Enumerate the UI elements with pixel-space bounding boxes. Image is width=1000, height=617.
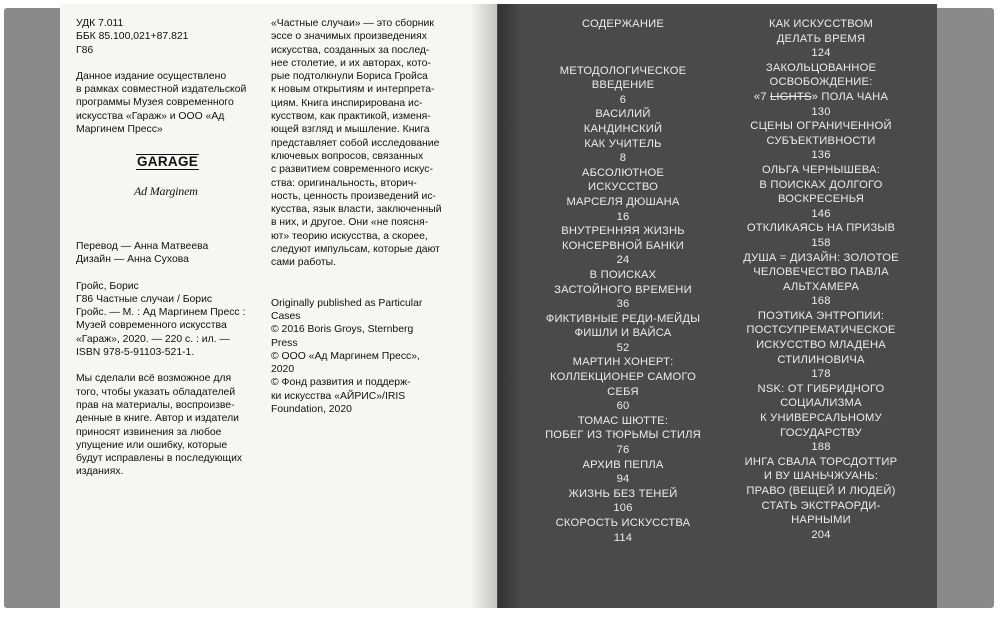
toc-entry-title: ПОЭТИКА ЭНТРОПИИ: ПОСТСУПРЕМАТИЧЕСКОЕ ИСКУССТВО МЛАДЕНА СТИЛИНОВИЧА <box>746 309 896 366</box>
toc-entry <box>528 224 718 268</box>
toc-page-number: 124 <box>811 47 831 60</box>
toc-page-number: 168 <box>811 295 831 308</box>
toc-entry <box>723 382 919 455</box>
designer-credit: Дизайн — Анна Сухова <box>76 254 189 266</box>
toc-right-column <box>723 17 919 542</box>
toc-entry-title: ТОМАС ШЮТТЕ: ПОБЕГ ИЗ ТЮРЬМЫ СТИЛЯ <box>545 414 701 442</box>
toc-entry <box>528 312 718 356</box>
toc-entry <box>528 355 718 413</box>
toc-entry <box>723 455 919 543</box>
toc-entry <box>528 458 718 487</box>
toc-entry <box>528 166 718 224</box>
author-code: Г86 <box>76 44 94 56</box>
toc-entry <box>528 414 718 458</box>
toc-entry-title: АБСОЛЮТНОЕ ИСКУССТВО МАРСЕЛЯ ДЮШАНА <box>566 166 680 208</box>
toc-page-number: 178 <box>811 368 831 381</box>
toc-entry-title: СКОРОСТЬ ИСКУССТВА <box>555 517 691 529</box>
toc-page-number: 60 <box>616 400 630 413</box>
toc-entry-title: В ПОИСКАХ ЗАСТОЙНОГО ВРЕМЕНИ <box>554 268 692 296</box>
toc-page-number: 158 <box>811 236 831 249</box>
author-heading: Гройс, Борис <box>76 280 139 292</box>
toc-entry-title: СЦЕНЫ ОГРАНИЧЕННОЙ СУБЪЕКТИВНОСТИ <box>750 120 892 147</box>
copyright-block: Originally published as Particular Cases © 2016 Boris Groys, Sternberg Press © ООО «Ад Маргинем Пресс», 2020 © Фонд развития и поддерж- ки искусства «АЙРИС»/IRIS Foundation, 2020 <box>271 297 423 416</box>
toc-entry-title: ОЛЬГА ЧЕРНЫШЕВА: В ПОИСКАХ ДОЛГОГО ВОСКРЕСЕНЬЯ <box>759 163 883 206</box>
toc-entry <box>723 163 919 221</box>
toc-entry <box>528 268 718 312</box>
toc-entry <box>723 90 919 119</box>
toc-entry <box>528 516 718 545</box>
garage-logo: GARAGE <box>137 154 199 170</box>
toc-page-number: 36 <box>616 298 630 311</box>
toc-page-number: 16 <box>616 210 630 223</box>
toc-page-number: 136 <box>811 149 831 162</box>
toc-page-number: 130 <box>811 105 831 118</box>
toc-page-number: 204 <box>811 528 831 541</box>
toc-page-number: 24 <box>616 254 630 267</box>
udk-code: УДК 7.011 <box>76 18 124 29</box>
toc-entry-title: КАК ИСКУССТВОМ ДЕЛАТЬ ВРЕМЯ <box>768 18 873 45</box>
toc-entry-title: ФИКТИВНЫЕ РЕДИ-МЕЙДЫ ФИШЛИ И ВАЙСА <box>545 312 701 340</box>
toc-entry-title: АРХИВ ПЕПЛА <box>582 458 664 471</box>
toc-page-number: 94 <box>616 473 630 486</box>
left-page-edges <box>4 8 64 608</box>
toc-left-column <box>528 17 718 545</box>
toc-entry <box>528 487 718 516</box>
rights-note: Мы сделали всё возможное для того, чтобы указать обладателей прав на материалы, воспроизве- денные в книге. Автор и издатели приносят извинения за любое упущение или ошибку, которые будут исправлены в последующих изданиях. <box>76 373 243 478</box>
book-annotation: «Частные случаи» — это сборник эссе о значимых произведениях искусства, созданных за послед- нее столетие, и их авторах, кото- рые подтолкнули Бориса Гройса к новым открытиям и интерпрета- циям. Книга инспирирована ис- кусством, как практикой, изменя- ющей взгляд и мышление. Книга представляет собой исследование ключевых вопросов, связанных с развитием современного искус- ства: оригинальность, вторич- ность, ценность произведений ис- кусства, язык власти, заключенный в них, и другое. Они «не поясня- ют» теорию искусства, а скорее, следуют импульсам, которые дают сами работы. <box>271 18 442 269</box>
toc-entry-title: «7 LIGHTS» ПОЛА ЧАНА <box>753 90 889 103</box>
right-page-edges <box>936 8 994 608</box>
toc-page-number: 52 <box>616 341 630 354</box>
translator-credit: Перевод — Анна Матвеева <box>76 240 209 252</box>
toc-page-number: 146 <box>811 207 831 220</box>
toc-page-number: 6 <box>619 93 627 106</box>
toc-right-list <box>723 17 919 542</box>
toc-left-list <box>528 64 718 546</box>
gutter-shadow-left <box>470 4 498 608</box>
imprint-column <box>76 17 262 479</box>
toc-entry-title: ВАСИЛИЙ КАНДИНСКИЙ КАК УЧИТЕЛЬ <box>583 108 663 150</box>
toc-entry <box>723 221 919 250</box>
toc-entry-title: ИНГА СВАЛА ТОРСДОТТИР И ВУ ШАНЬЧЖУАНЬ: ПРАВО (ВЕЩЕЙ И ЛЮДЕЙ) СТАТЬ ЭКСТРАОРДИ- НАРНЫМИ <box>744 455 898 527</box>
toc-page-number: 114 <box>613 531 633 544</box>
toc-entry <box>723 61 919 90</box>
partnership-note: Данное издание осуществлено в рамках совместной издательской программы Музея современного искусства «Гараж» и ООО «Ад Маргинем Пресс» <box>76 70 247 136</box>
toc-entry <box>528 64 718 108</box>
toc-page-number: 106 <box>613 502 633 515</box>
annotation-column <box>271 17 461 416</box>
toc-entry-title: NSK: ОТ ГИБРИДНОГО СОЦИАЛИЗМА К УНИВЕРСАЛЬНОМУ ГОСУДАРСТВУ <box>757 382 885 439</box>
toc-entry <box>723 119 919 163</box>
toc-heading: СОДЕРЖАНИЕ <box>581 18 665 30</box>
toc-entry-title: ЖИЗНЬ БЕЗ ТЕНЕЙ <box>568 487 678 500</box>
toc-entry <box>723 17 919 61</box>
toc-page-number: 188 <box>811 441 831 454</box>
bbk-code: ББК 85.100,021+87.821 <box>76 31 189 43</box>
toc-entry <box>528 107 718 165</box>
catalog-entry: Г86 Частные случаи / Борис Гройс. — М. : Ад Маргинем Пресс : Музей современного искусства «Гараж», 2020. — 220 с. : ил. — ISBN 978-5-91103-521-1. <box>76 293 246 359</box>
toc-entry-title: МАРТИН ХОНЕРТ: КОЛЛЕКЦИОНЕР САМОГО СЕБЯ <box>549 356 696 398</box>
toc-entry-title: ЗАКОЛЬЦОВАННОЕ ОСВОБОЖДЕНИЕ: <box>765 61 877 89</box>
toc-page-number: 76 <box>616 444 630 457</box>
toc-entry-title: МЕТОДОЛОГИЧЕСКОЕ ВВЕДЕНИЕ <box>559 64 687 92</box>
ad-marginem-logo: Ad Marginem <box>134 183 198 198</box>
toc-entry-title: ДУША = ДИЗАЙН: ЗОЛОТОЕ ЧЕЛОВЕЧЕСТВО ПАВЛА АЛЬТХАМЕРА <box>743 251 899 293</box>
toc-page-number: 8 <box>619 152 627 165</box>
toc-entry <box>723 309 919 382</box>
toc-entry-title: ВНУТРЕННЯЯ ЖИЗНЬ КОНСЕРВНОЙ БАНКИ <box>561 225 685 252</box>
toc-entry <box>723 251 919 309</box>
toc-entry-title: ОТКЛИКАЯСЬ НА ПРИЗЫВ <box>746 222 896 235</box>
gutter-shadow-right <box>497 4 521 608</box>
